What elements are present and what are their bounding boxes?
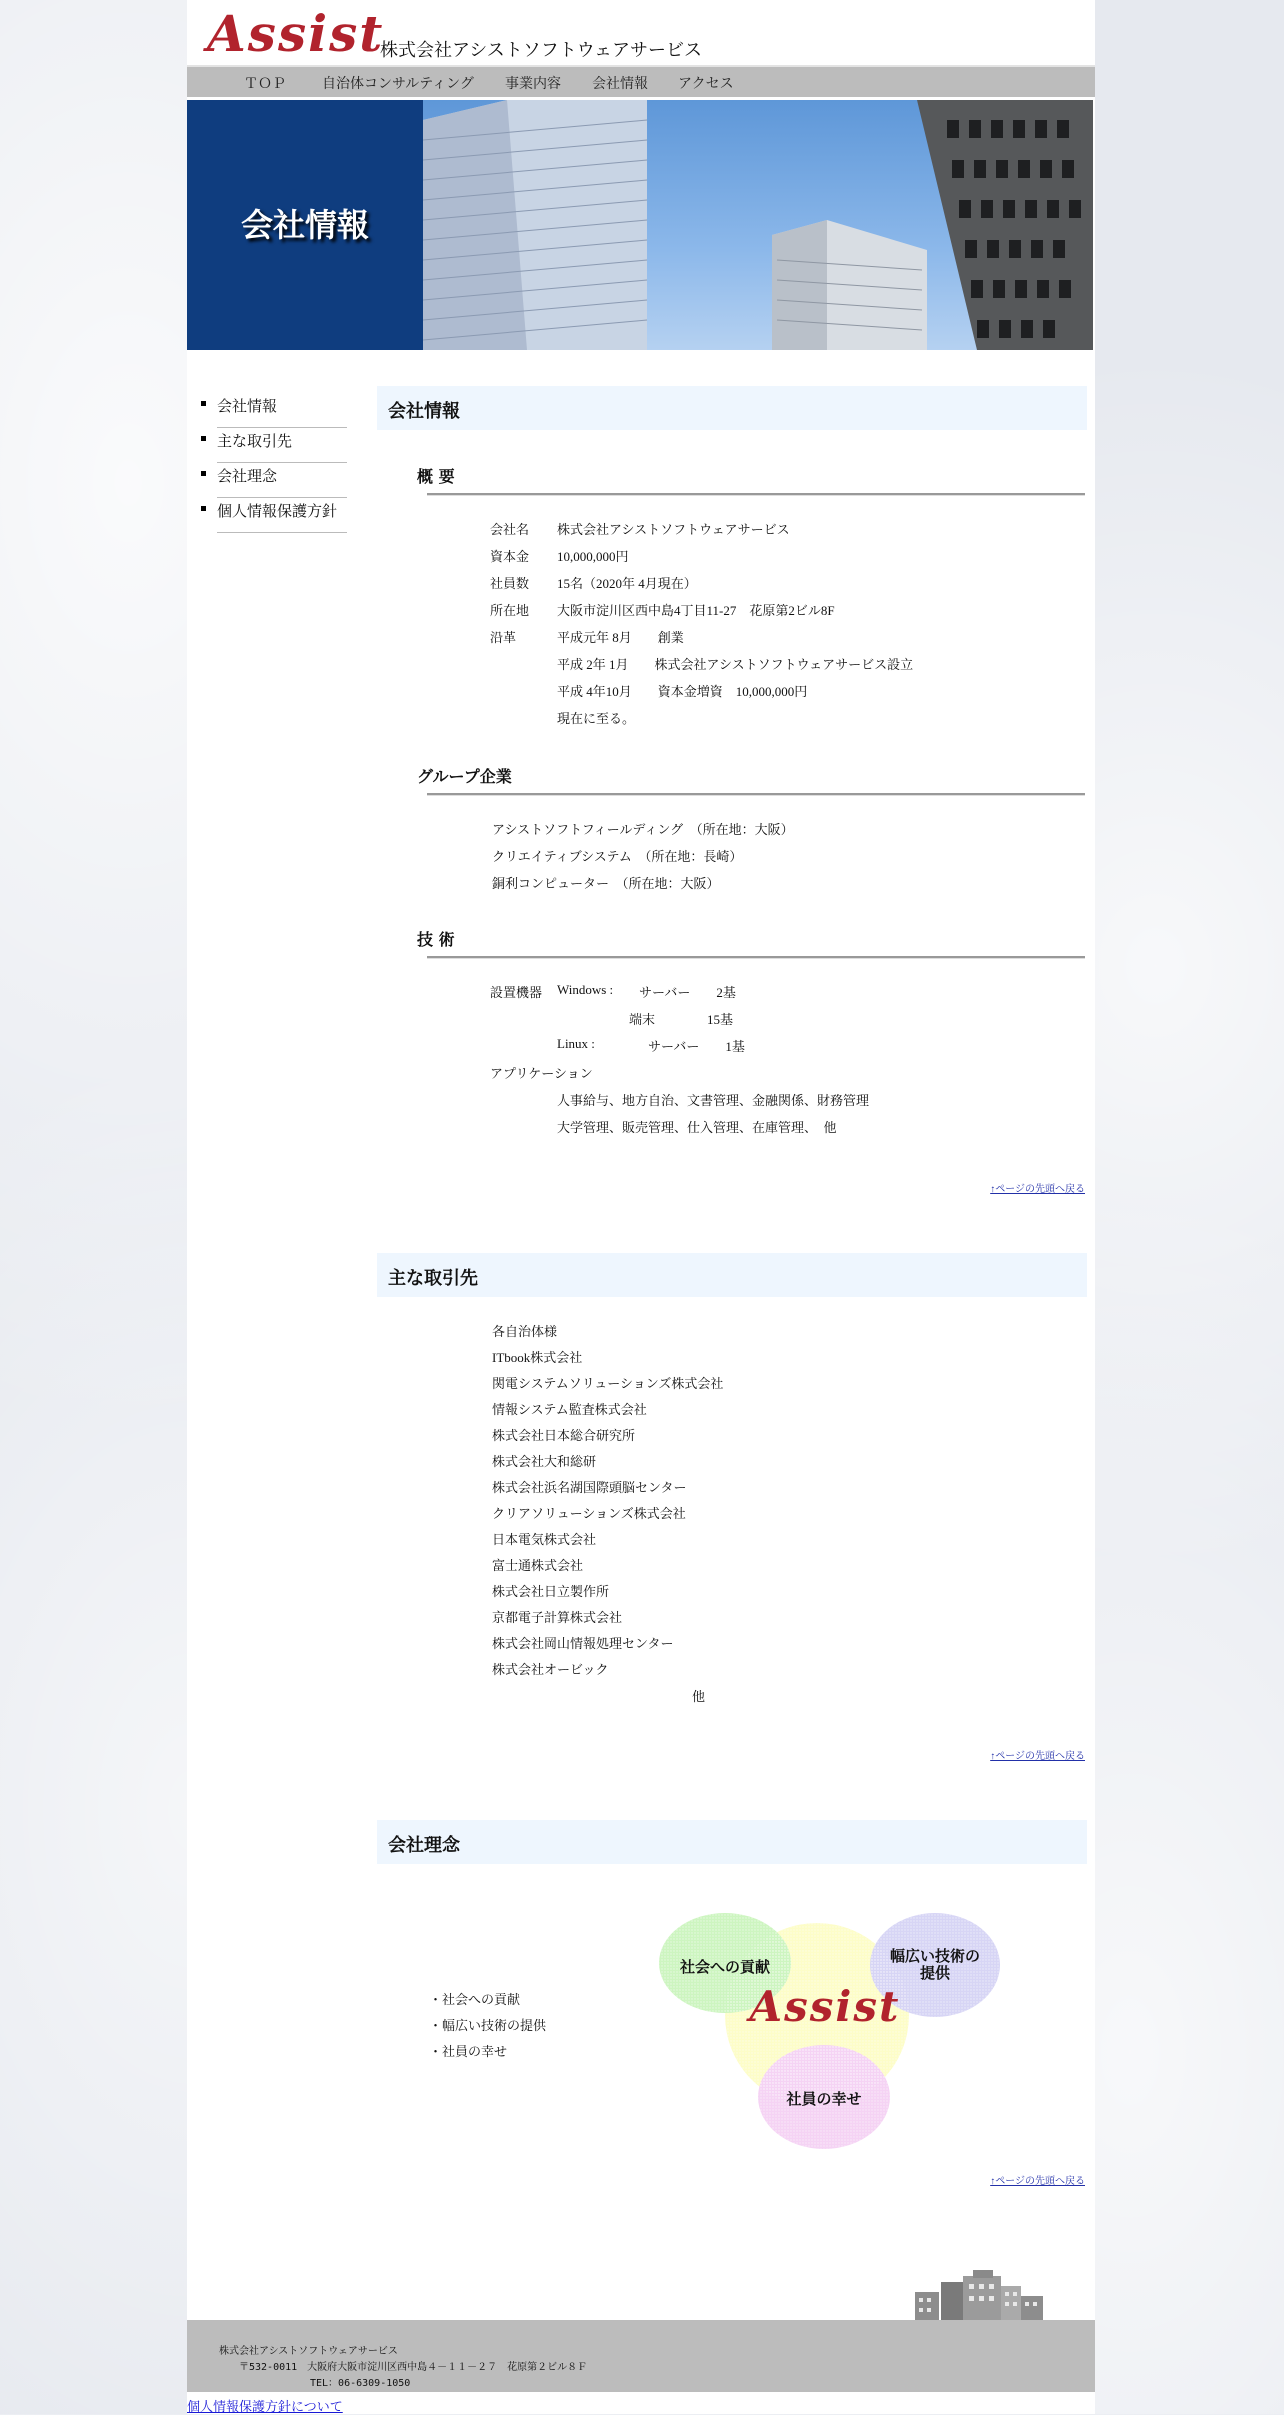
footer-company: 株式会社アシストソフトウェアサービス xyxy=(219,2346,398,2357)
top-navigation xyxy=(187,65,1095,97)
tech-heading: 技 術 xyxy=(417,930,455,949)
client-item: ITbook株式会社 xyxy=(492,1350,583,1365)
windows-terminal: 端末 15基 xyxy=(629,1012,734,1027)
divider xyxy=(427,956,1085,959)
sidebar-item-label: 会社情報 xyxy=(217,399,278,415)
section-heading-philosophy xyxy=(377,1820,1087,1864)
client-item: 株式会社大和総研 xyxy=(492,1454,597,1469)
divider xyxy=(427,493,1085,496)
group-item: クリエイティブシステム （所在地：長崎） xyxy=(492,849,743,864)
client-item: 株式会社日本総合研究所 xyxy=(492,1428,636,1443)
nav-item-access[interactable]: アクセス xyxy=(678,75,734,91)
banner-title-panel xyxy=(187,100,423,350)
sidebar-item-clients[interactable] xyxy=(217,430,347,463)
windows-server: サーバー 2基 xyxy=(639,985,736,1000)
sidebar-item-philosophy[interactable] xyxy=(217,465,347,498)
hero-banner xyxy=(187,100,1093,350)
overview-value: 10,000,000円 xyxy=(557,549,629,564)
banner-title: 会社情報 xyxy=(240,206,369,244)
sidebar-item-label: 個人情報保護方針 xyxy=(217,504,338,520)
circle-label-technology: 幅広い技術の xyxy=(889,1947,981,1965)
group-item: 銅利コンピューター （所在地：大阪） xyxy=(492,876,720,891)
back-to-top-link[interactable]: ↑ページの先頭へ戻る xyxy=(990,2176,1085,2187)
overview-value: 15名（2020年 4月現在） xyxy=(557,576,697,591)
section-heading-text: 会社情報 xyxy=(388,401,460,422)
section-heading-company-info xyxy=(377,386,1087,430)
philosophy-item: ・社会への貢献 xyxy=(429,1992,521,2007)
sidebar-item-label: 会社理念 xyxy=(217,469,278,485)
section-heading-clients xyxy=(377,1253,1087,1297)
site-logo[interactable]: Assist xyxy=(207,4,385,63)
client-item: クリアソリューションズ株式会社 xyxy=(492,1506,686,1521)
divider xyxy=(427,793,1085,796)
bullet-icon xyxy=(201,471,206,476)
clients-etc: 他 xyxy=(692,1689,706,1704)
sidebar-item-company-info[interactable] xyxy=(217,395,347,428)
section-heading-text: 会社理念 xyxy=(388,1835,460,1856)
client-item: 情報システム監査株式会社 xyxy=(492,1402,647,1417)
diagram-logo: Assist xyxy=(749,1982,901,2031)
overview-value: 大阪市淀川区西中島4丁目11-27 花原第2ビル8F xyxy=(557,603,835,618)
philosophy-item: ・社員の幸せ xyxy=(429,2044,508,2059)
history-line: 平成 2年 1月 株式会社アシストソフトウェアサービス設立 xyxy=(557,657,914,672)
privacy-policy-link[interactable]: 個人情報保護方針について xyxy=(187,2399,343,2414)
bullet-icon xyxy=(201,506,206,511)
back-to-top-link[interactable]: ↑ページの先頭へ戻る xyxy=(990,1751,1085,1762)
linux-server: サーバー 1基 xyxy=(648,1039,745,1054)
sidebar-item-privacy[interactable] xyxy=(217,500,347,533)
equipment-label: 設置機器 xyxy=(490,985,543,1000)
client-item: 富士通株式会社 xyxy=(492,1558,584,1573)
nav-item-business[interactable]: 事業内容 xyxy=(505,75,561,91)
footer-tel: TEL：06-6309-1050 xyxy=(310,2378,411,2389)
linux-label: Linux : xyxy=(557,1036,595,1051)
history-line: 平成 4年10月 資本金増資 10,000,000円 xyxy=(557,684,808,699)
bullet-icon xyxy=(201,401,206,406)
app-line: 大学管理、販売管理、仕入管理、在庫管理、 他 xyxy=(557,1120,837,1135)
app-label: アプリケーション xyxy=(490,1066,593,1081)
city-buildings-icon xyxy=(913,2268,1048,2320)
history-line: 現在に至る。 xyxy=(557,711,636,726)
overview-label: 資本金 xyxy=(490,549,530,564)
section-heading-text: 主な取引先 xyxy=(388,1268,478,1289)
windows-label: Windows : xyxy=(557,982,614,997)
client-item: 京都電子計算株式会社 xyxy=(492,1610,623,1625)
nav-item-top[interactable]: ＴＯＰ xyxy=(244,75,286,91)
client-item: 株式会社オービック xyxy=(492,1662,609,1677)
overview-value: 株式会社アシストソフトウェアサービス xyxy=(557,522,790,537)
group-item: アシストソフトフィールディング （所在地：大阪） xyxy=(492,822,794,837)
footer xyxy=(187,2320,1095,2392)
client-item: 各自治体様 xyxy=(492,1324,558,1339)
overview-label: 社員数 xyxy=(490,576,530,591)
group-heading: グループ企業 xyxy=(417,767,512,786)
company-name-header: 株式会社アシストソフトウェアサービス xyxy=(380,40,703,61)
client-item: 関電システムソリューションズ株式会社 xyxy=(492,1376,724,1391)
overview-label: 会社名 xyxy=(490,522,530,537)
client-item: 株式会社日立製作所 xyxy=(492,1584,610,1599)
client-item: 株式会社岡山情報処理センター xyxy=(492,1636,674,1651)
page-container xyxy=(187,0,1095,2414)
circle-label-contribution: 社会への貢献 xyxy=(679,1958,771,1976)
nav-item-consulting[interactable]: 自治体コンサルティング xyxy=(322,75,474,91)
circle-label-technology-2: 提供 xyxy=(919,1964,951,1982)
sidebar-item-label: 主な取引先 xyxy=(217,434,293,450)
philosophy-item: ・幅広い技術の提供 xyxy=(429,2018,547,2033)
back-to-top-link[interactable]: ↑ページの先頭へ戻る xyxy=(990,1184,1085,1195)
overview-value: 平成元年 8月 創業 xyxy=(557,630,684,645)
philosophy-diagram xyxy=(637,1905,1017,2150)
client-item: 株式会社浜名湖国際頭脳センター xyxy=(492,1480,687,1495)
overview-label: 所在地 xyxy=(490,603,530,618)
bullet-icon xyxy=(201,436,206,441)
nav-item-company[interactable]: 会社情報 xyxy=(592,75,648,91)
client-item: 日本電気株式会社 xyxy=(492,1532,597,1547)
overview-heading: 概 要 xyxy=(417,467,455,486)
footer-address: 〒532-0011 大阪府大阪市淀川区西中島４－１１－２７ 花原第２ビル８Ｆ xyxy=(239,2362,588,2373)
app-line: 人事給与、地方自治、文書管理、金融関係、財務管理 xyxy=(557,1093,870,1108)
circle-label-happiness: 社員の幸せ xyxy=(786,2090,862,2108)
overview-label: 沿革 xyxy=(490,630,517,645)
